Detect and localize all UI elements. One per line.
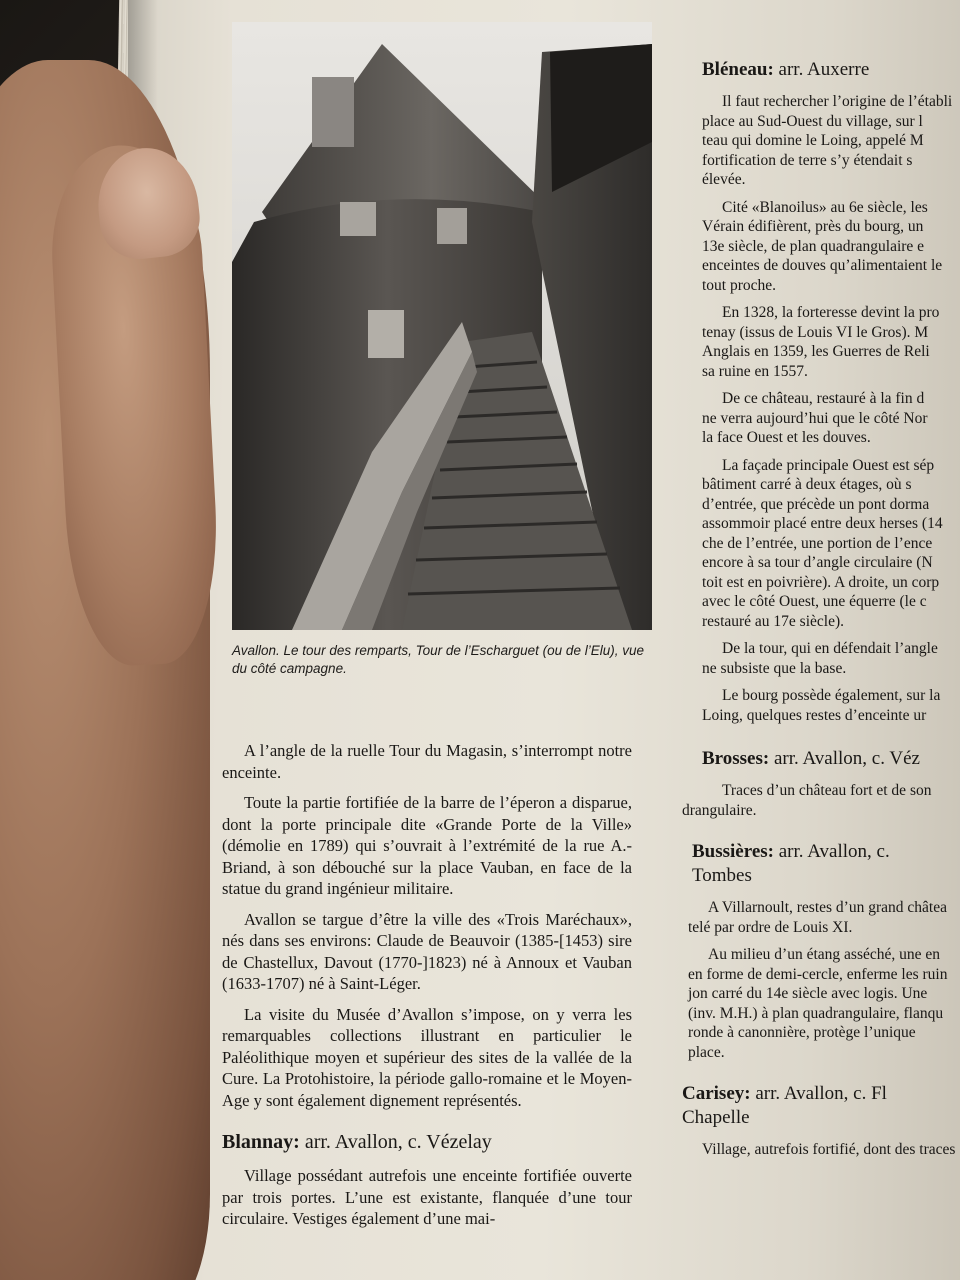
text-line: De la tour, qui en défendait l’angle — [722, 640, 938, 657]
heading-bussieres — [692, 840, 960, 888]
text-line: Anglais en 1359, les Guerres de Reli — [702, 343, 930, 360]
text-line: tenay (issus de Louis VI le Gros). M — [702, 323, 929, 341]
heading-brosses-name: Brosses: — [702, 748, 770, 769]
text-line: telé par ordre de Louis XI. — [688, 918, 853, 936]
heading-bleneau-detail: arr. Auxerre — [778, 59, 870, 80]
text-line: ne subsiste que la base. — [702, 659, 847, 677]
paragraph — [702, 639, 960, 678]
heading-bussieres-name: Bussières: — [692, 841, 774, 862]
text-line: jon carré du 14e siècle avec logis. Une — [688, 985, 928, 1002]
text-line: La façade principale Ouest est sép — [722, 456, 935, 474]
paragraph-eperon: Toute la partie fortifiée de la barre de l’éperon a disparue, dont la porte principale dite «Grande Porte de la Ville» (démolie en 1789) qui s’ouvrait à l’extrémité de la rue A.-Briand, à son débouché sur la place Vauban, en face de la statue du grand ingénieur militaire. — [222, 793, 632, 898]
text-line: Au milieu d’un étang asséché, une en — [708, 946, 940, 963]
text-line: Loing, quelques restes d’enceinte ur — [702, 706, 927, 724]
paragraph-blannay: Village possédant autrefois une enceinte fortifiée ouverte par trois portes. L’une est existante, flanquée d’une tour circulaire. Vestiges également d’une mai- — [222, 1166, 632, 1228]
heading-blannay — [222, 1129, 632, 1155]
text-line: che de l’entrée, une portion de l’ence — [702, 534, 933, 552]
heading-brosses-detail: arr. Avallon, c. Véz — [773, 748, 920, 769]
text-line: Vérain édifièrent, près du bourg, un — [702, 218, 924, 235]
paragraph — [688, 945, 960, 1062]
text-line: ronde à canonnière, protège l’unique — [688, 1024, 916, 1041]
text-line: Cité «Blanoilus» au 6e siècle, les — [722, 198, 928, 216]
heading-blannay-detail: arr. Avallon, c. Vézelay — [304, 1131, 492, 1153]
carisey-text: Village, autrefois fortifié, dont des traces — [702, 1141, 956, 1158]
bleneau-text — [702, 92, 960, 725]
text-line: d’entrée, que précède un pont dorma — [702, 495, 930, 513]
heading-carisey-detail: arr. Avallon, c. Fl — [755, 1083, 887, 1104]
paragraph — [702, 92, 960, 190]
heading-brosses — [702, 747, 960, 771]
text-line: en forme de demi-cercle, enferme les ruin — [688, 965, 948, 983]
text-line: la face Ouest et les douves. — [702, 429, 871, 446]
heading-bleneau — [702, 58, 960, 82]
tower-photo — [232, 22, 652, 630]
heading-carisey-detail2: Chapelle — [682, 1107, 750, 1128]
paragraph-marechaux: Avallon se targue d’être la ville des «Trois Maréchaux», nés dans ses environs: Claude de Beauvoir (1385-[1453) sire de Chastellux, Davout (1770-]1823) né à Annoux et Vauban (1633-1707) né à Saint-Léger. — [222, 909, 632, 993]
heading-carisey — [682, 1082, 960, 1130]
heading-carisey-name: Carisey: — [682, 1083, 751, 1104]
heading-bussieres-detail2: Tombes — [692, 865, 752, 886]
paragraph — [702, 686, 960, 725]
text-line: restauré au 17e siècle). — [702, 612, 845, 630]
left-column — [222, 740, 632, 1239]
text-line: Le bourg possède également, sur la — [722, 687, 941, 704]
text-line: assommoir placé entre deux herses (14 — [702, 515, 943, 532]
paragraph — [702, 198, 960, 296]
text-line: fortification de terre s’y étendait s — [702, 151, 913, 169]
paragraph — [702, 303, 960, 381]
text-line: bâtiment carré à deux étages, où s — [702, 476, 912, 493]
text-line: A Villarnoult, restes d’un grand châtea — [708, 899, 947, 916]
text-line: toit est en poivrière). A droite, un corp — [702, 573, 940, 591]
text-line: drangulaire. — [682, 801, 757, 819]
photo-caption: Avallon. Le tour des remparts, Tour de l’Escharguet (ou de l’Elu), vue du côté campagne. — [232, 643, 644, 676]
paragraph-musee: La visite du Musée d’Avallon s’impose, on y verra les remarquables collections illustrant en particulier le Paléolithique moyen et supérieur des sites de la vallée de la Cure. La Protohistoire, la période gallo-romaine et le Moyen-Age y sont également dignement représentés. — [222, 1004, 632, 1110]
text-line: Il faut rechercher l’origine de l’établi — [722, 93, 953, 110]
text-line: 13e siècle, de plan quadrangulaire e — [702, 237, 925, 255]
heading-blannay-name: Blannay: — [222, 1131, 300, 1153]
text-line: enceintes de douves qu’alimentaient le — [702, 257, 943, 274]
text-line: élevée. — [702, 171, 746, 188]
paragraph — [688, 898, 960, 937]
text-line: Traces d’un château fort et de son — [722, 782, 932, 799]
bussieres-text — [688, 898, 960, 1062]
paragraph-ruelle: A l’angle de la ruelle Tour du Magasin, s’interrompt notre enceinte. — [222, 741, 632, 782]
paragraph — [702, 456, 960, 632]
text-line: avec le côté Ouest, une équerre (le c — [702, 593, 927, 610]
paragraph — [702, 389, 960, 448]
brosses-text — [682, 781, 960, 820]
text-line: (inv. M.H.) à plan quadrangulaire, flanqu — [688, 1004, 944, 1022]
text-line: encore à sa tour d’angle circulaire (N — [702, 554, 933, 571]
heading-bussieres-detail: arr. Avallon, c. — [778, 841, 890, 862]
text-line: En 1328, la forteresse devint la pro — [722, 304, 940, 321]
text-line: De ce château, restauré à la fin d — [722, 390, 925, 407]
heading-bleneau-name: Bléneau: — [702, 59, 774, 80]
right-column — [682, 58, 960, 1168]
text-line: tout proche. — [702, 276, 777, 294]
text-line: ne verra aujourd’hui que le côté Nor — [702, 409, 928, 427]
tower-photo-drawing — [232, 22, 652, 630]
text-line: place. — [688, 1043, 725, 1061]
text-line: sa ruine en 1557. — [702, 362, 808, 380]
text-line: teau qui domine le Loing, appelé M — [702, 132, 924, 149]
text-line: place au Sud-Ouest du village, sur l — [702, 112, 923, 130]
